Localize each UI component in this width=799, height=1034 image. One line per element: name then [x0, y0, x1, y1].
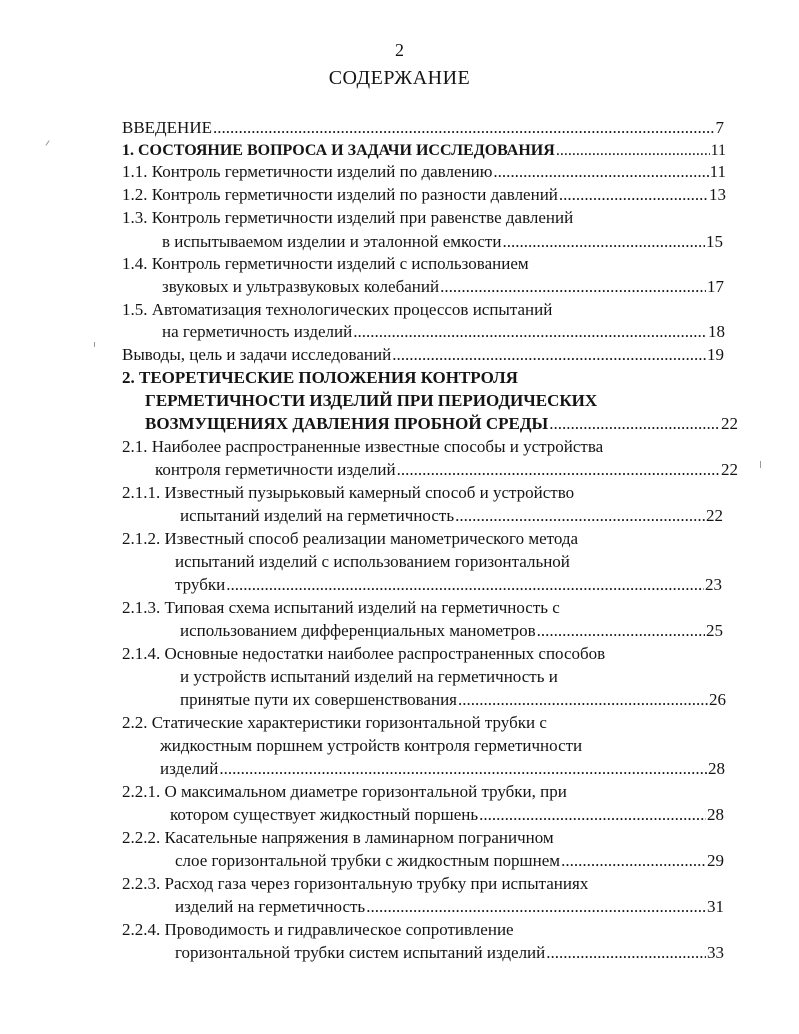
toc-entry-text: 2.2.3. Расход газа через горизонтальную трубку при испытаниях — [122, 874, 589, 893]
toc-dot-leader — [440, 275, 706, 299]
toc-line — [175, 941, 724, 965]
toc-entry-text: 2. ТЕОРЕТИЧЕСКИЕ ПОЛОЖЕНИЯ КОНТРОЛЯ — [122, 368, 518, 387]
toc-entry-text: ГЕРМЕТИЧНОСТИ ИЗДЕЛИЙ ПРИ ПЕРИОДИЧЕСКИХ — [145, 391, 598, 410]
toc-line — [162, 275, 724, 299]
toc-dot-leader — [479, 803, 706, 827]
toc-line — [122, 826, 554, 850]
scan-speck — [760, 461, 761, 468]
toc-entry-page: 31 — [707, 897, 724, 916]
toc-line — [122, 206, 573, 230]
toc-line — [145, 389, 597, 413]
toc-line — [122, 780, 567, 804]
toc-entry-text: звуковых и ультразвуковых колебаний — [162, 277, 440, 296]
toc-dot-leader — [455, 504, 705, 528]
toc-entry-text: ВОЗМУЩЕНИЯХ ДАВЛЕНИЯ ПРОБНОЙ СРЕДЫ — [145, 414, 549, 433]
toc-entry-page: 22 — [721, 414, 738, 433]
toc-line — [122, 116, 724, 140]
toc-entry-page: 11 — [710, 142, 726, 159]
toc-line — [170, 803, 724, 827]
scan-speck — [94, 342, 95, 347]
toc-entry-text: использованием дифференциальных манометров — [180, 621, 536, 640]
page-title: СОДЕРЖАНИЕ — [328, 67, 471, 89]
toc-entry-page: 29 — [707, 851, 724, 870]
toc-line — [175, 550, 570, 574]
toc-entry-page: 26 — [709, 690, 726, 709]
toc-entry-text: 2.1.2. Известный способ реализации манометрического метода — [122, 529, 579, 548]
toc-line — [162, 320, 725, 344]
toc-line — [175, 895, 724, 919]
toc-dot-leader — [397, 458, 720, 482]
toc-entry-text: жидкостным поршнем устройств контроля герметичности — [160, 736, 583, 755]
toc-line — [122, 527, 578, 551]
toc-entry-page: 11 — [709, 162, 726, 181]
scan-speck — [45, 140, 49, 145]
toc-entry-text: ВВЕДЕНИЕ — [122, 118, 212, 137]
toc-entry-text: 1.5. Автоматизация технологических процессов испытаний — [122, 300, 553, 319]
toc-dot-leader — [458, 688, 708, 712]
toc-dot-leader — [213, 116, 715, 140]
toc-entry-text: 2.2.2. Касательные напряжения в ламинарном пограничном — [122, 828, 554, 847]
toc-entry-page: 25 — [706, 621, 723, 640]
toc-line — [122, 711, 547, 735]
toc-entry-text: Выводы, цель и задачи исследований — [122, 345, 392, 364]
toc-entry-page: 22 — [706, 506, 723, 525]
toc-entry-page: 22 — [721, 460, 738, 479]
toc-entry-page: 19 — [707, 345, 724, 364]
toc-entry-text: 1.3. Контроль герметичности изделий при равенстве давлений — [122, 208, 574, 227]
toc-entry-text: изделий — [160, 759, 219, 778]
toc-entry-text: принятые пути их совершенствования — [180, 690, 457, 709]
toc-entry-page: 23 — [705, 575, 722, 594]
toc-line — [122, 596, 560, 620]
toc-dot-leader — [559, 183, 708, 207]
toc-entry-text: 2.2.4. Проводимость и гидравлическое сопротивление — [122, 920, 514, 939]
toc-line — [160, 734, 582, 758]
toc-line — [180, 504, 723, 528]
toc-line — [160, 757, 725, 781]
toc-entry-text: 2.1.1. Известный пузырьковый камерный способ и устройство — [122, 483, 575, 502]
toc-entry-page: 17 — [707, 277, 724, 296]
toc-entry-page: 33 — [707, 943, 724, 962]
page-number: 2 — [395, 40, 404, 60]
toc-entry-text: 1.4. Контроль герметичности изделий с использованием — [122, 254, 529, 273]
toc-line — [122, 160, 726, 184]
toc-dot-leader — [502, 230, 705, 254]
toc-dot-leader — [353, 320, 707, 344]
toc-line — [122, 183, 726, 207]
toc-entry-text: контроля герметичности изделий — [155, 460, 396, 479]
toc-entry-text: 1.2. Контроль герметичности изделий по разности давлений — [122, 185, 558, 204]
toc-dot-leader — [219, 757, 707, 781]
toc-entry-text: 2.1.3. Типовая схема испытаний изделий на герметичность с — [122, 598, 560, 617]
toc-line — [145, 412, 738, 436]
toc-line — [122, 252, 529, 276]
toc-entry-text: и устройств испытаний изделий на герметичность и — [180, 667, 558, 686]
toc-entry-text: испытаний изделий на герметичность — [180, 506, 455, 525]
toc-entry-page: 28 — [708, 759, 725, 778]
toc-entry-page: 13 — [709, 185, 726, 204]
toc-entry-text: 1. СОСТОЯНИЕ ВОПРОСА И ЗАДАЧИ ИССЛЕДОВАНИЯ — [122, 142, 555, 159]
toc-line — [122, 481, 574, 505]
toc-line — [175, 573, 722, 597]
toc-entry-text: трубки — [175, 575, 226, 594]
toc-dot-leader — [392, 343, 706, 367]
toc-dot-leader — [561, 849, 706, 873]
toc-entry-text: 2.2. Статические характеристики горизонтальной трубки с — [122, 713, 547, 732]
toc-entry-page: 7 — [715, 118, 724, 137]
toc-dot-leader — [226, 573, 704, 597]
toc-line — [122, 298, 552, 322]
toc-entry-text: в испытываемом изделии и эталонной емкости — [162, 232, 502, 251]
toc-entry-page: 18 — [708, 322, 725, 341]
toc-line — [122, 872, 588, 896]
toc-entry-text: 2.1. Наиболее распространенные известные способы и устройства — [122, 437, 604, 456]
toc-entry-text: на герметичность изделий — [162, 322, 353, 341]
toc-line — [180, 619, 723, 643]
toc-line — [175, 849, 724, 873]
toc-line — [180, 688, 726, 712]
toc-entry-text: испытаний изделий с использованием горизонтальной — [175, 552, 570, 571]
toc-line — [122, 435, 603, 459]
toc-entry-page: 28 — [707, 805, 724, 824]
toc-line — [122, 642, 605, 666]
toc-entry-text: слое горизонтальной трубки с жидкостным поршнем — [175, 851, 561, 870]
toc-line — [122, 343, 724, 367]
toc-line — [122, 918, 514, 942]
toc-dot-leader — [546, 941, 706, 965]
toc-line — [180, 665, 558, 689]
toc-dot-leader — [493, 160, 708, 184]
toc-entry-text: котором существует жидкостный поршень — [170, 805, 479, 824]
toc-dot-leader — [537, 619, 705, 643]
toc-dot-leader — [549, 412, 720, 436]
toc-entry-text: 2.2.1. О максимальном диаметре горизонтальной трубки, при — [122, 782, 567, 801]
toc-entry-page: 15 — [706, 232, 723, 251]
toc-line — [155, 458, 738, 482]
toc-entry-text: горизонтальной трубки систем испытаний изделий — [175, 943, 546, 962]
toc-line — [122, 366, 518, 390]
toc-entry-text: изделий на герметичность — [175, 897, 366, 916]
toc-line — [162, 230, 723, 254]
toc-dot-leader — [366, 895, 706, 919]
toc-entry-text: 2.1.4. Основные недостатки наиболее распространенных способов — [122, 644, 606, 663]
toc-entry-text: 1.1. Контроль герметичности изделий по давлению — [122, 162, 493, 181]
